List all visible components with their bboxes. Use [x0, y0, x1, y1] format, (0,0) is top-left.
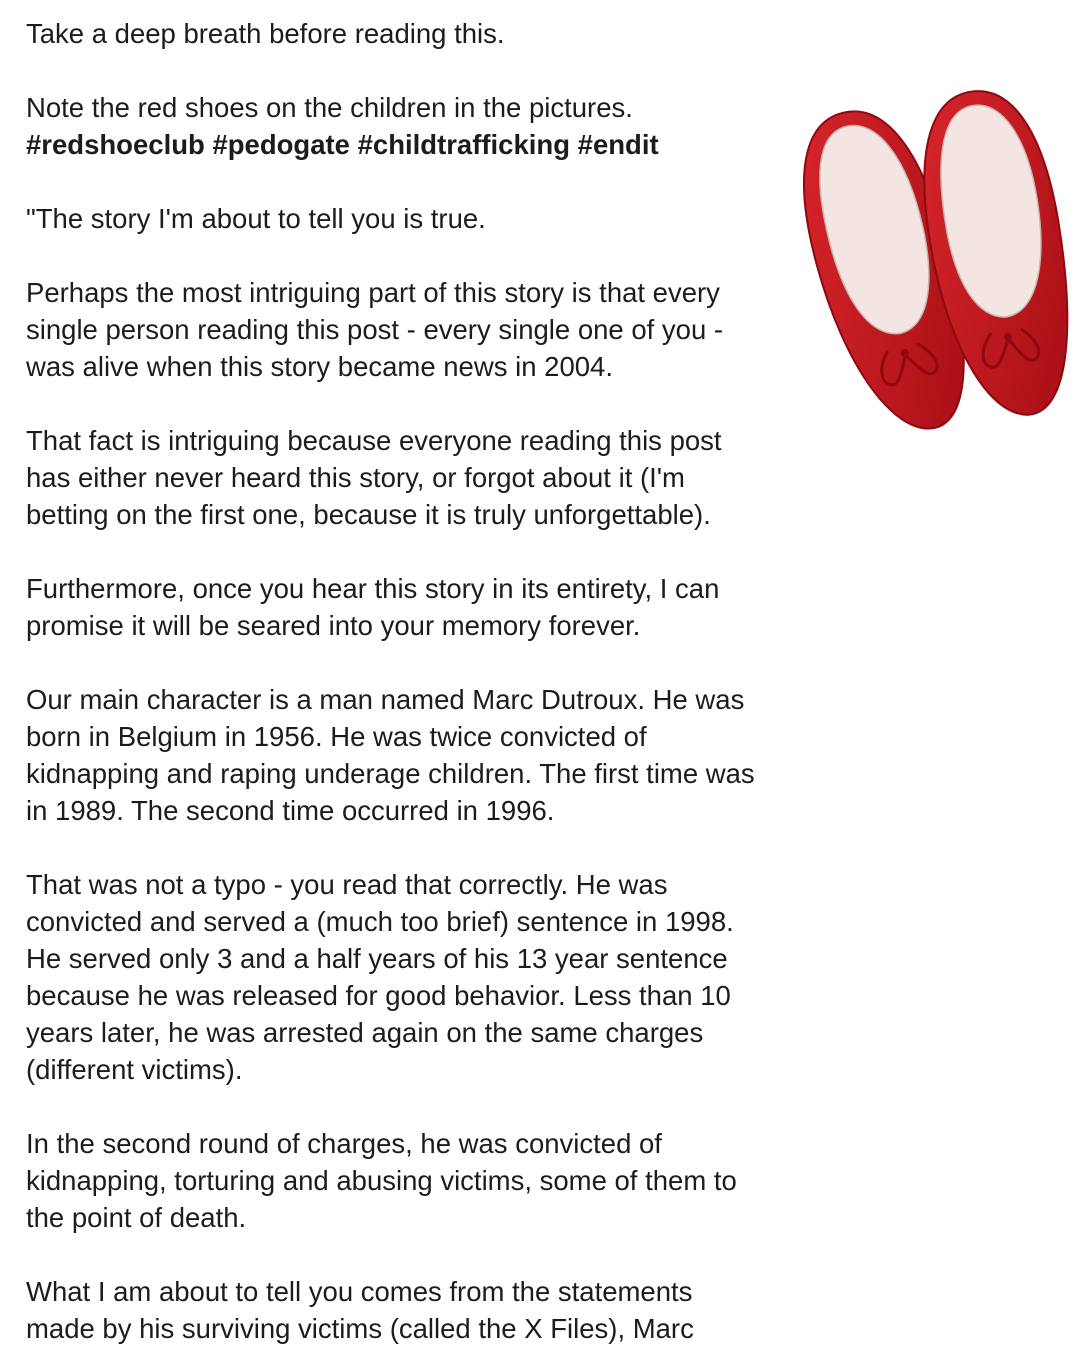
- post-line: because he was released for good behavior. Less than 10: [26, 980, 731, 1011]
- post-line: kidnapping and raping underage children. The first time was: [26, 758, 755, 789]
- red-shoes-image: [800, 82, 1080, 454]
- post-line: What I am about to tell you comes from the statements: [26, 1276, 693, 1307]
- post-line: made by his surviving victims (called the X Files), Marc: [26, 1313, 694, 1344]
- post-line: promise it will be seared into your memory forever.: [26, 610, 641, 641]
- post-line: born in Belgium in 1956. He was twice convicted of: [26, 721, 647, 752]
- post-line: kidnapping, torturing and abusing victims, some of them to: [26, 1165, 737, 1196]
- post-text: [26, 0, 826, 1347]
- post-line: single person reading this post - every single one of you -: [26, 314, 724, 345]
- post-line: Note the red shoes on the children in the pictures.: [26, 92, 633, 123]
- post-line: He served only 3 and a half years of his 13 year sentence: [26, 943, 728, 974]
- post-line: That fact is intriguing because everyone reading this post: [26, 425, 722, 456]
- post-line: years later, he was arrested again on the same charges: [26, 1017, 704, 1048]
- post-line: Our main character is a man named Marc Dutroux. He was: [26, 684, 745, 715]
- post-line: Perhaps the most intriguing part of this story is that every: [26, 277, 720, 308]
- post-line: betting on the first one, because it is truly unforgettable).: [26, 499, 711, 530]
- post-line: "The story I'm about to tell you is true.: [26, 203, 486, 234]
- post-line: the point of death.: [26, 1202, 247, 1233]
- post-line: That was not a typo - you read that correctly. He was: [26, 869, 668, 900]
- post-line: has either never heard this story, or forgot about it (I'm: [26, 462, 685, 493]
- post-line: Furthermore, once you hear this story in its entirety, I can: [26, 573, 720, 604]
- post-line: was alive when this story became news in 2004.: [26, 351, 613, 382]
- post-line: Take a deep breath before reading this.: [26, 18, 505, 49]
- post-line: (different victims).: [26, 1054, 243, 1085]
- post-line: in 1989. The second time occurred in 1996.: [26, 795, 555, 826]
- post-line: In the second round of charges, he was convicted of: [26, 1128, 662, 1159]
- post-line: convicted and served a (much too brief) sentence in 1998.: [26, 906, 734, 937]
- hashtags[interactable]: #redshoeclub #pedogate #childtrafficking #endit: [26, 129, 659, 160]
